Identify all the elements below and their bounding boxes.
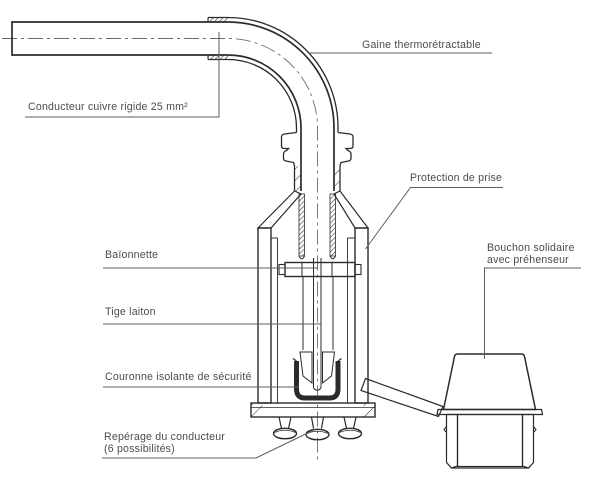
boot-wall-hatch-right <box>334 166 340 191</box>
cap-bouchon <box>437 354 543 468</box>
collar-facets <box>302 263 332 277</box>
sheath-inner-line <box>208 60 297 133</box>
boot-rib-left <box>282 133 297 192</box>
body-wall-left <box>258 228 271 403</box>
label-gaine-thermoretractable: Gaine thermorétractable <box>362 39 481 51</box>
sheath-end-hatch-top <box>208 18 228 23</box>
label-bouchon-line1: Bouchon solidaire <box>487 242 575 254</box>
heat-shrink-sheath <box>208 18 338 133</box>
cable-inner-bend <box>228 55 301 191</box>
label-protection-de-prise: Protection de prise <box>410 172 503 184</box>
label-conducteur-cuivre: Conducteur cuivre rigide 25 mm² <box>28 101 188 113</box>
body-wall-right <box>355 228 368 403</box>
collar-tab-right <box>355 265 361 275</box>
collar-tab-left <box>279 265 285 275</box>
cap-inner-plug <box>458 415 523 467</box>
cap-trapezoid <box>444 354 536 410</box>
sheath-outer-line <box>208 18 338 133</box>
sheath-end-hatch-bottom <box>208 55 228 60</box>
tube-band-left <box>299 194 305 256</box>
collar-body <box>285 263 355 277</box>
base-plate-hatch-left <box>252 404 263 417</box>
label-bouchon-line2: avec préhenseur <box>487 254 569 266</box>
cap-wall-left <box>447 415 458 469</box>
cable-outer-bend <box>228 22 334 191</box>
label-tige-laiton: Tige laiton <box>105 306 156 318</box>
label-baionnette: Baïonnette <box>105 249 159 261</box>
boot-wall-hatch-left <box>295 166 302 191</box>
base-plate-body <box>251 403 375 417</box>
cone-left <box>258 191 301 228</box>
base-plate <box>251 403 375 417</box>
bayonet-collar <box>279 263 361 277</box>
tube-band-right <box>330 194 336 256</box>
base-plate-hatch-right <box>364 404 375 417</box>
label-couronne-isolante: Couronne isolante de sécurité <box>105 371 252 383</box>
leader-bouchon <box>485 268 582 359</box>
cone-section <box>258 191 368 228</box>
tube-sleeve-lines <box>303 277 333 351</box>
boot-rib-right <box>338 133 353 192</box>
crown-wedge-right <box>323 352 335 383</box>
label-reperage-line2: (6 possibilités) <box>104 443 175 455</box>
cap-wall-right <box>523 415 534 469</box>
label-reperage-line1: Repérage du conducteur <box>104 431 226 443</box>
crown-wedge-left <box>300 352 312 383</box>
cone-right <box>334 191 368 228</box>
leader-protection <box>366 188 504 250</box>
